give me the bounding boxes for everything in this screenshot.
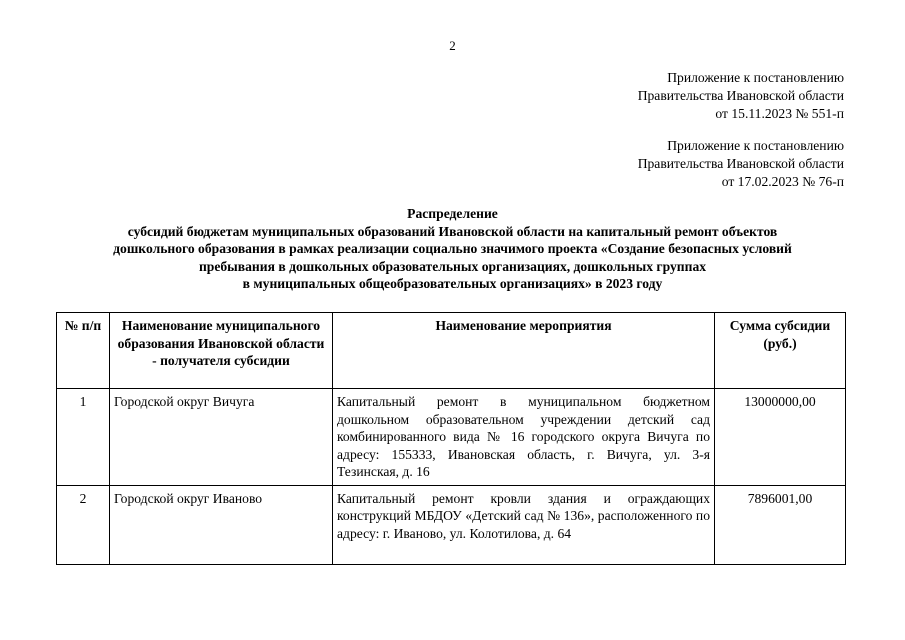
appendix-date-number: от 15.11.2023 № 551-п (715, 106, 844, 121)
header-municipality: Наименование муниципального образования Ивановской области - получателя субсидии (110, 313, 333, 389)
title-line: субсидий бюджетам муниципальных образований Ивановской области на капитальный ремонт объектов (127, 223, 778, 239)
row-amount: 13000000,00 (715, 389, 846, 486)
appendix-line: Приложение к постановлению (667, 138, 844, 153)
table-row (57, 485, 846, 564)
row-number: 2 (57, 485, 110, 564)
title-line: пребывания в дошкольных образовательных организациях, дошкольных группах (198, 258, 707, 274)
row-activity: Капитальный ремонт в муниципальном бюджетном дошкольном образовательном учреждении детский сад комбинированного вида № 16 городского округа Вичуга по адресу: 155333, Ивановская область, г. Вичуга, ул. 3-я Тезинская, д. 16 (333, 389, 715, 486)
table-header-row (57, 313, 846, 389)
row-municipality: Городской округ Вичуга (110, 389, 333, 486)
appendix-reference-1 (638, 69, 844, 123)
page-number: 2 (449, 38, 456, 53)
appendix-line: Правительства Ивановской области (637, 88, 844, 103)
appendix-line: Приложение к постановлению (667, 70, 844, 85)
row-amount: 7896001,00 (715, 485, 846, 564)
subsidy-distribution-table (56, 312, 846, 565)
appendix-line: Правительства Ивановской области (637, 156, 844, 171)
title-line: в муниципальных общеобразовательных организациях» в 2023 году (242, 276, 663, 291)
appendix-reference-2 (638, 137, 844, 191)
document-title (40, 205, 865, 293)
row-municipality: Городской округ Иваново (110, 485, 333, 564)
row-number: 1 (57, 389, 110, 486)
appendix-date-number: от 17.02.2023 № 76-п (721, 174, 844, 189)
title-heading: Распределение (407, 206, 498, 221)
title-line: дошкольного образования в рамках реализации социально значимого проекта «Создание безопасных условий (113, 241, 792, 256)
header-number: № п/п (57, 313, 110, 389)
header-activity: Наименование мероприятия (333, 313, 715, 389)
row-activity: Капитальный ремонт кровли здания и ограждающих конструкций МБДОУ «Детский сад № 136», расположенного по адресу: г. Иваново, ул. Колотилова, д. 64 (333, 485, 715, 564)
table-row (57, 389, 846, 486)
header-amount: Сумма субсидии (руб.) (715, 313, 846, 389)
